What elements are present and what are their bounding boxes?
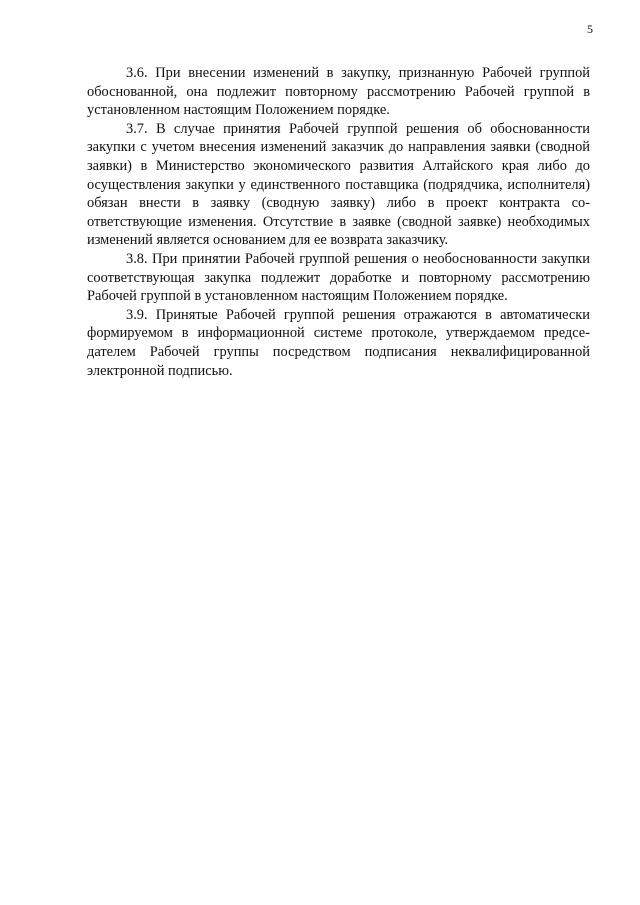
paragraph-3-6: 3.6. При внесении изменений в закупку, признанную Рабочей группой обоснованной, она подлежит повторному рассмотрению Рабочей группой в установленном настоящим Положением порядке.	[87, 65, 590, 119]
paragraph-3-7: 3.7. В случае принятия Рабочей группой решения об обоснованности закупки с учетом внесения изменений заказчик до направления заявки (сводной заявки) в Министерство экономического развития Алтайского края либо до осуществления закупки у единственного поставщика (подрядчика, исполнителя) обязан внести в заявку (сводную заявку) либо в проект контракта соответствующие изменения. Отсутствие в заявке (сводной заявке) необходимых изменений является основанием для ее возврата заказчику.	[87, 120, 590, 249]
document-body	[87, 64, 590, 380]
paragraph-3-8: 3.8. При принятии Рабочей группой решения о необоснованности закупки соответствующая закупка подлежит доработке и повторному рассмотрению Рабочей группой в установленном настоящим Положением порядке.	[87, 250, 590, 305]
paragraph-3-9: 3.9. Принятые Рабочей группой решения отражаются в автоматически формируемом в информационной системе протоколе, утверждаемом председателем Рабочей группы посредством подписания неквалифицированной электронной подписью.	[87, 306, 590, 379]
page-number: 5	[587, 22, 593, 36]
